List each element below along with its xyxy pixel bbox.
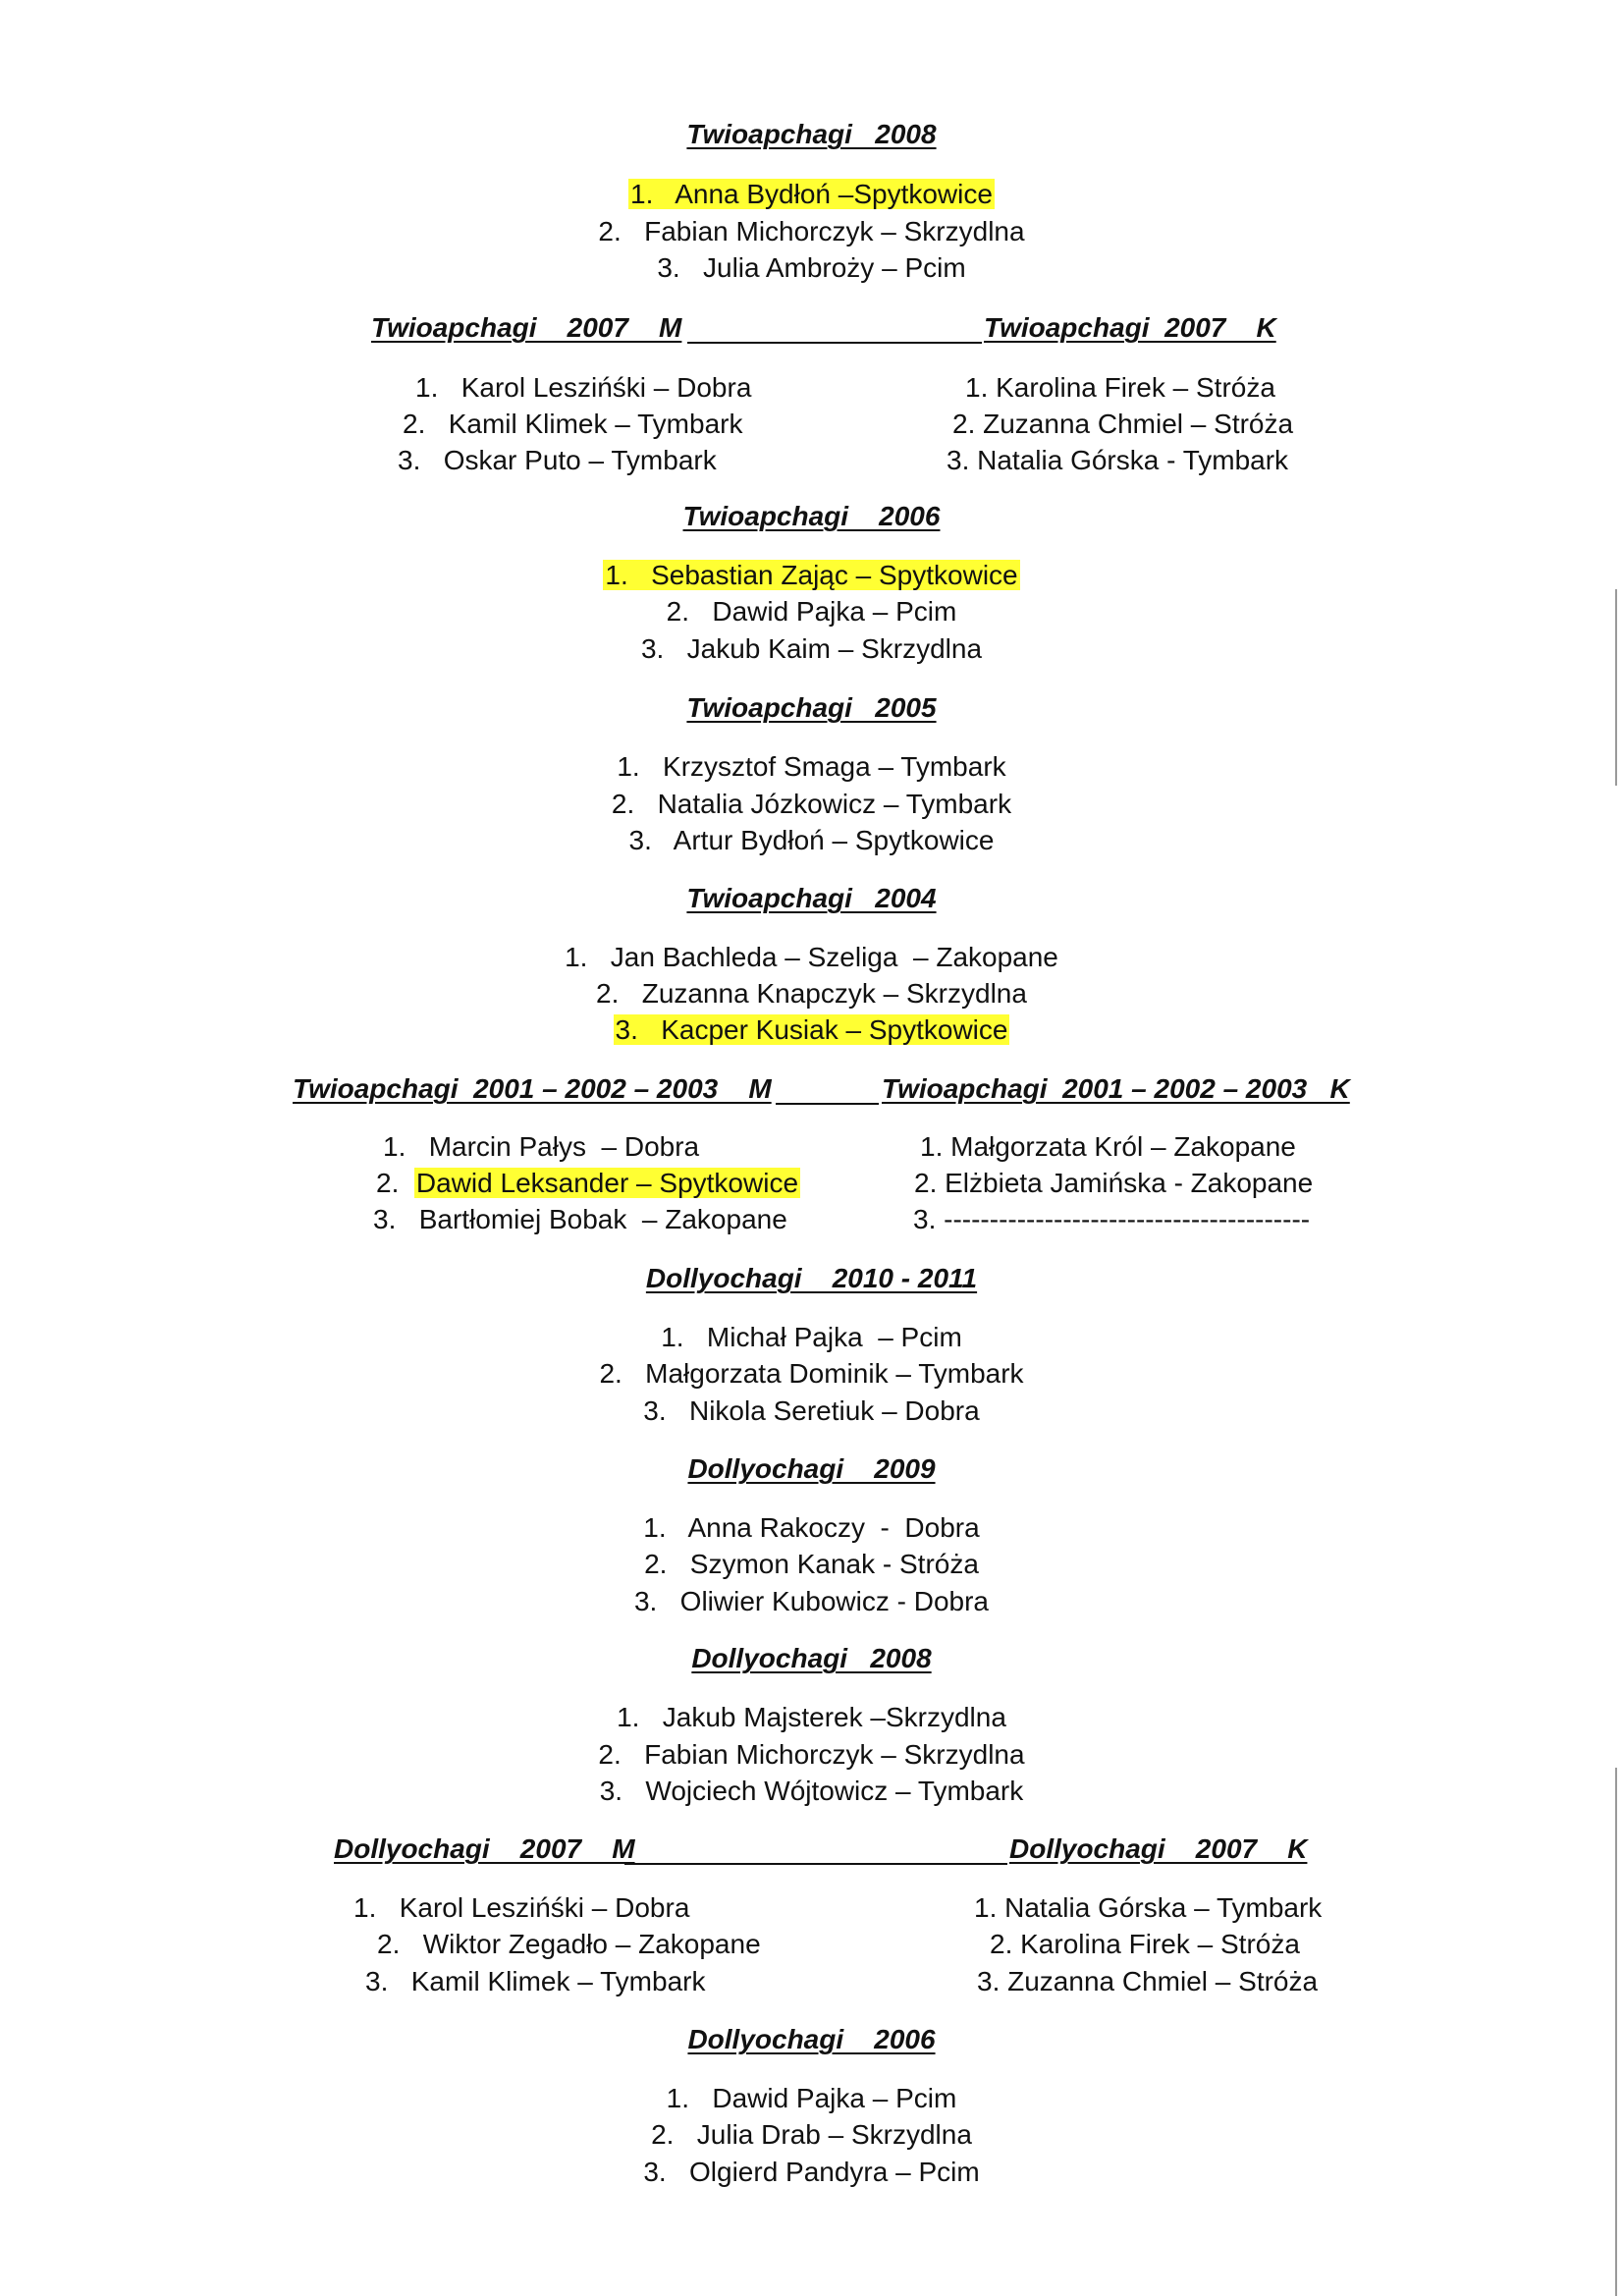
list-item bbox=[376, 1165, 800, 1202]
list-item: 2. Elżbieta Jamińska - Zakopane bbox=[914, 1168, 1314, 1198]
list-item: 1. Jakub Majsterek –Skrzydlna bbox=[617, 1702, 1006, 1732]
divider-rule bbox=[776, 1103, 879, 1105]
list-item: 2. Wiktor Zegadło – Zakopane bbox=[377, 1929, 761, 1959]
scan-edge-line bbox=[1615, 1768, 1617, 2296]
section-title: Twioapchagi 2006 bbox=[682, 501, 941, 531]
list-item: 3. Julia Ambroży – Pcim bbox=[657, 252, 966, 283]
section-title: Dollyochagi 2007 M bbox=[334, 1833, 635, 1864]
list-item: 3. Wojciech Wójtowicz – Tymbark bbox=[599, 1776, 1024, 1806]
list-item: 3. Oliwier Kubowicz - Dobra bbox=[633, 1586, 989, 1616]
divider-rule bbox=[624, 1863, 1007, 1865]
list-item: 1. Karolina Firek – Stróża bbox=[965, 372, 1275, 403]
section-title: Dollyochagi 2007 K bbox=[1009, 1833, 1308, 1864]
list-item: 3. Kamil Klimek – Tymbark bbox=[365, 1966, 706, 1996]
list-item: 2. Zuzanna Chmiel – Stróża bbox=[952, 409, 1294, 439]
section-title: Twioapchagi 2007 M bbox=[371, 312, 682, 343]
list-item: 3. Natalia Górska - Tymbark bbox=[947, 445, 1289, 475]
list-item: 3. Nikola Seretiuk – Dobra bbox=[643, 1395, 980, 1426]
list-item: 2. Zuzanna Knapczyk – Skrzydlna bbox=[596, 978, 1027, 1009]
list-item: 2. Szymon Kanak - Stróża bbox=[644, 1549, 979, 1579]
section-title: Twioapchagi 2008 bbox=[686, 119, 937, 149]
list-item: 3. ---------------------------------------- bbox=[913, 1204, 1311, 1234]
list-item: 1. Dawid Pajka – Pcim bbox=[666, 2083, 957, 2113]
list-item: 2. Fabian Michorczyk – Skrzydlna bbox=[598, 216, 1025, 246]
section-title: Twioapchagi 2004 bbox=[686, 883, 937, 913]
list-item: 1. Małgorzata Król – Zakopane bbox=[920, 1131, 1296, 1162]
section-title: Twioapchagi 2001 – 2002 – 2003 K bbox=[882, 1073, 1350, 1104]
section-title: Twioapchagi 2007 K bbox=[984, 312, 1276, 343]
list-item: 2. Kamil Klimek – Tymbark bbox=[403, 409, 743, 439]
list-item: 2. Fabian Michorczyk – Skrzydlna bbox=[598, 1739, 1025, 1770]
list-item: 1. Michał Pajka – Pcim bbox=[661, 1322, 962, 1352]
highlighted-entry: 1. Sebastian Zając – Spytkowice bbox=[605, 560, 1018, 590]
scan-edge-line bbox=[1615, 589, 1617, 786]
list-item: 1. Karol Leszińśki – Dobra bbox=[353, 1892, 690, 1923]
section-title: Dollyochagi 2006 bbox=[687, 2024, 936, 2054]
list-item: 2. Natalia Józkowicz – Tymbark bbox=[611, 789, 1012, 819]
list-item bbox=[0, 1011, 1623, 1049]
entry-number: 2. bbox=[376, 1168, 414, 1198]
list-item: 2. Karolina Firek – Stróża bbox=[990, 1929, 1300, 1959]
list-item bbox=[0, 176, 1623, 213]
highlighted-entry: 3. Kacper Kusiak – Spytkowice bbox=[615, 1014, 1008, 1045]
section-title: Dollyochagi 2009 bbox=[687, 1453, 936, 1484]
list-item: 3. Jakub Kaim – Skrzydlna bbox=[640, 633, 983, 664]
list-item: 2. Julia Drab – Skrzydlna bbox=[651, 2119, 972, 2150]
list-item: 1. Anna Rakoczy - Dobra bbox=[643, 1512, 980, 1543]
list-item: 1. Jan Bachleda – Szeliga – Zakopane bbox=[565, 942, 1058, 972]
list-item: 3. Olgierd Pandyra – Pcim bbox=[643, 2157, 980, 2187]
list-item: 1. Natalia Górska – Tymbark bbox=[974, 1892, 1323, 1923]
section-title: Dollyochagi 2010 - 2011 bbox=[645, 1263, 978, 1293]
list-item: 3. Artur Bydłoń – Spytkowice bbox=[628, 825, 995, 855]
highlighted-entry: 1. Anna Bydłoń –Spytkowice bbox=[630, 179, 993, 209]
section-title: Twioapchagi 2005 bbox=[686, 692, 937, 723]
list-item: 2. Dawid Pajka – Pcim bbox=[666, 596, 957, 627]
divider-rule bbox=[687, 342, 982, 344]
section-title: Twioapchagi 2001 – 2002 – 2003 M bbox=[293, 1073, 772, 1104]
list-item: 3. Oskar Puto – Tymbark bbox=[398, 445, 717, 475]
list-item: 2. Małgorzata Dominik – Tymbark bbox=[599, 1358, 1024, 1389]
section-title: Dollyochagi 2008 bbox=[691, 1643, 932, 1673]
list-item: 1. Krzysztof Smaga – Tymbark bbox=[617, 751, 1006, 782]
highlighted-entry: Dawid Leksander – Spytkowice bbox=[415, 1168, 799, 1198]
list-item: 3. Zuzanna Chmiel – Stróża bbox=[977, 1966, 1319, 1996]
list-item: 1. Marcin Pałys – Dobra bbox=[383, 1131, 700, 1162]
list-item: 1. Karol Leszińśki – Dobra bbox=[415, 372, 752, 403]
list-item: 3. Bartłomiej Bobak – Zakopane bbox=[373, 1204, 787, 1234]
list-item bbox=[0, 557, 1623, 594]
